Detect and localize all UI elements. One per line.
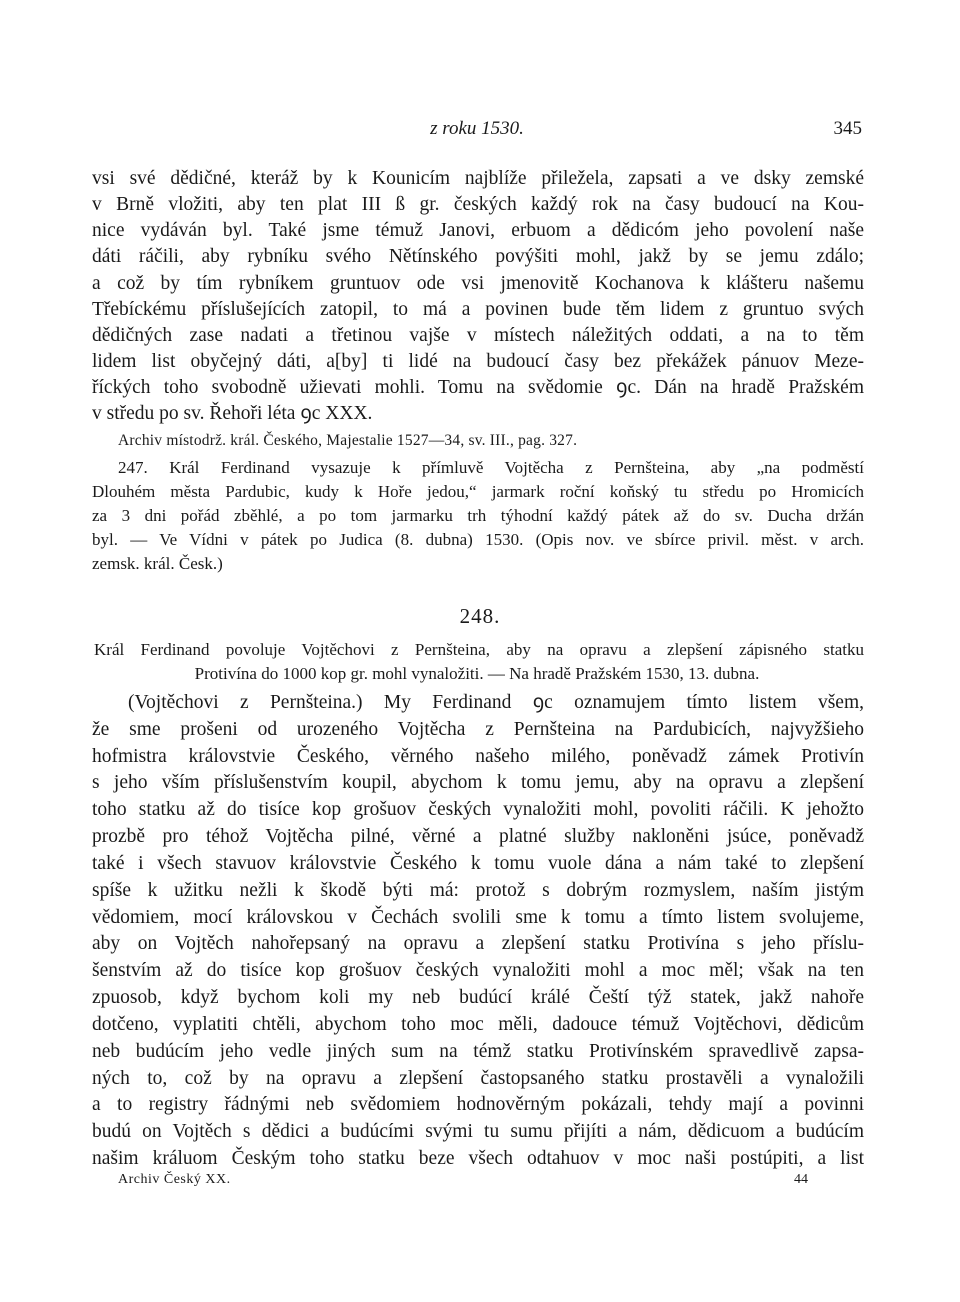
doc-247-line: Dlouhém města Pardubic, kudy k Hoře jedou,“ jarmark roční koňský tu středu po Hromicích <box>92 482 864 501</box>
doc-248-line: šenstvím až do tisíce kop grošuov českých vynaložiti mohl a moc měl; však na ten <box>92 960 864 981</box>
text-line: říckých toho svobodně užievati mohli. Tomu na svědomie ꝯc. Dán na hradě Pražském <box>92 377 864 398</box>
regest-line: Protivína do 1000 kop gr. mohl vynaložiti. — Na hradě Pražském 1530, 13. dubna. <box>194 664 760 683</box>
document-number-248: 248. <box>459 604 501 628</box>
doc-248-line: budú on Vojtěch s dědici a budúcími svými tu sumu přijíti a nám, dědicuom a budúcím <box>92 1121 864 1142</box>
doc-248-line: ných to, což by na opravu a zlepšení častopsaného statku prostavěli a vynaložili <box>92 1068 864 1089</box>
doc-248-line: neb budúcím jeho vedle jiných sum na témž statku Protivínském spravedlivě zapsa- <box>92 1041 864 1062</box>
doc-248-line: aby on Vojtěch nahořepsaný na opravu a zlepšení statku Protivína s jeho příslu- <box>92 933 864 954</box>
running-title: z roku 1530. <box>430 118 524 139</box>
doc-248-line: spíše k užitku nežli k škodě býti má: protož s dobrým rozmyslem, naším jistým <box>92 880 864 901</box>
page-header <box>92 118 862 148</box>
text-line: dědičných zase nadati a třetinou vajše v místech náležitých oddati, a na to těm <box>92 325 864 346</box>
doc-248-line: našim králuom Českým toho statku beze všech odtahuov v moc naši postúpiti, a list <box>92 1148 864 1169</box>
text-line: vsi své dědičné, kteráž by k Kounicím najblíže přiležela, zapsati a ve dsky zemské <box>92 168 864 189</box>
text-line: dáti ráčili, aby rybníku svého Nětínského povýšiti mohl, jakž by se jemu zdálo; <box>92 246 864 267</box>
text-line: v středu po sv. Řehoři léta ꝯc XXX. <box>92 403 373 424</box>
doc-247-line: za 3 dni pořád zběhlé, a po tom jarmarku trh týhodní každý pátek až do sv. Ducha držán <box>92 506 864 525</box>
text-line: Třebíckému příslušejících zatopil, to má a povinen bude těm lidem z gruntuo svých <box>92 299 864 320</box>
regest-line: Král Ferdinand povoluje Vojtěchovi z Pernšteina, aby na opravu a zlepšení zápisného statku <box>94 640 864 659</box>
doc-248-line: prozbě pro téhož Vojtěcha pilné, věrné a platné služby nakloněni jsúce, poněvadž <box>92 826 864 847</box>
footer-signature: Archiv Český XX. <box>118 1172 231 1187</box>
text-line: a což by tím rybníkem gruntuov ode vsi jmenovitě Kochanova k klášteru našemu <box>92 273 864 294</box>
doc-248-line: zpuosob, když bychom koli my neb budúcí králé Čeští týž statek, jakž nahoře <box>92 987 864 1008</box>
doc-247-line: 247. Král Ferdinand vysazuje k přímluvě Vojtěcha z Pernšteina, aby „na podměstí <box>118 458 864 477</box>
page-footer <box>118 1172 808 1196</box>
doc-248-line: dotčeno, vyplatiti chtěli, abychom toho moc měli, dadouce témuž Vojtěchovi, dědicům <box>92 1014 864 1035</box>
page-number: 345 <box>833 118 862 139</box>
text-line: nice vydáván byl. Také jsme témuž Janovi, erbuom a dědicóm jeho povolení naše <box>92 220 864 241</box>
text-line: lidem list obyčejný dáti, a[by] ti lidé na budoucí časy bez překážek pánuov Meze- <box>92 351 864 372</box>
doc-247-line: byl. — Ve Vídni v pátek po Judica (8. dubna) 1530. (Opis nov. ve sbírce privil. měst. v arch. <box>92 530 864 549</box>
doc-248-line: s jeho vším příslušenstvím koupil, abychom k tomu jemu, aby na opravu a zlepšení <box>92 772 864 793</box>
doc-248-line: také i všech stavuov královstvie Českého k tomu vuole dána a nám také to zlepšení <box>92 853 864 874</box>
archival-source-note: Archiv místodrž. král. Českého, Majestalie 1527—34, sv. III., pag. 327. <box>118 432 578 449</box>
doc-248-line: toho statku až do tisíce kop grošuov českých vynaložiti mohl, povoliti ráčili. K jehožto <box>92 799 864 820</box>
doc-248-line: že sme prošeni od urozeného Vojtěcha z Pernšteina na Pardubicích, najvyžšieho <box>92 719 864 740</box>
doc-248-line: (Vojtěchovi z Pernšteina.) My Ferdinand ꝯc oznamujem tímto listem všem, <box>128 692 864 713</box>
doc-248-line: hofmistra královstvie Českého, věrného našeho milého, poněvadž zámek Protivín <box>92 746 864 767</box>
footer-sheet-number: 44 <box>794 1172 808 1187</box>
doc-247-line: zemsk. král. Česk.) <box>92 554 223 573</box>
doc-248-line: vědomiem, mocí královskou v Čechách svolili sme k tomu a tímto listem svolujeme, <box>92 907 864 928</box>
text-line: v Brně vložiti, aby ten plat III ß gr. českých každý rok na časy budoucí na Kou- <box>92 194 864 215</box>
doc-248-line: a to registry řádnými neb svědomiem hodnověrným pokázali, tehdy mají a povinni <box>92 1094 864 1115</box>
